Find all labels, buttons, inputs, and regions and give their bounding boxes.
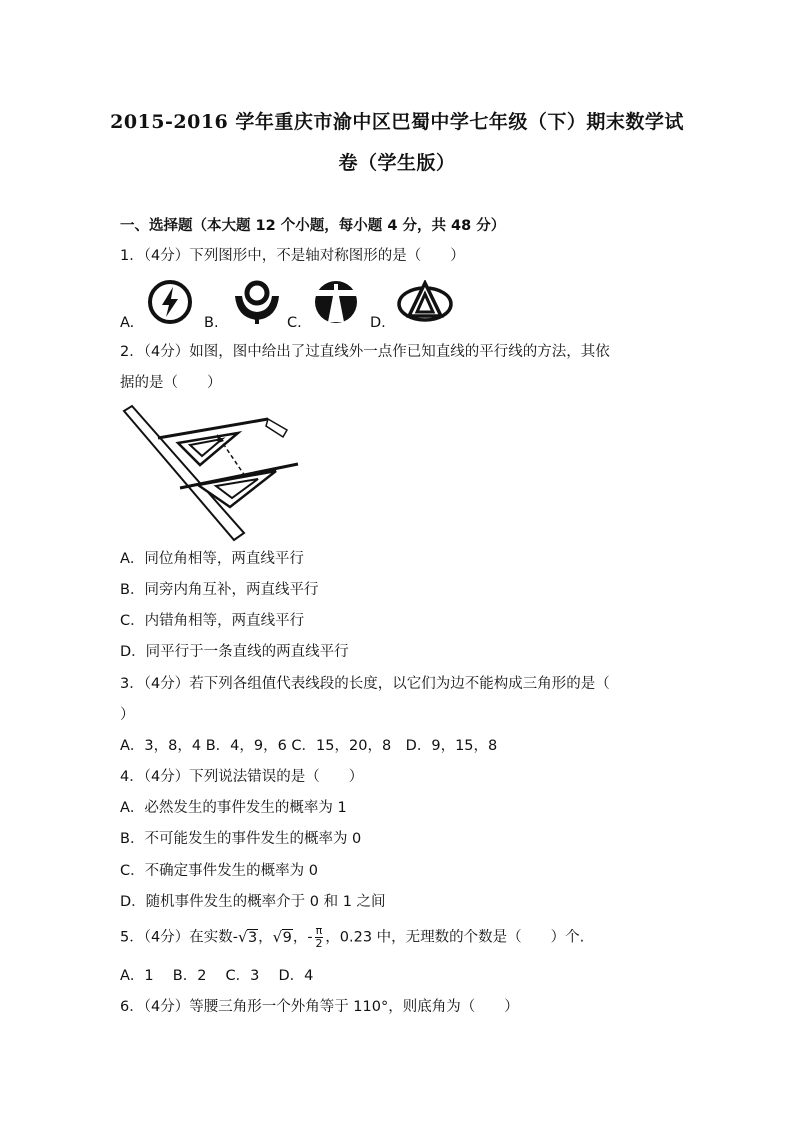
q2-option-b: B．同旁内角互补，两直线平行 [120,582,319,598]
q5-sep2: ，- [292,929,313,946]
triangle-ellipse-icon [396,280,454,328]
q1-stem: 1．（4分）下列图形中，不是轴对称图形的是（ ） [120,248,465,264]
q2-option-a: A．同位角相等，两直线平行 [120,551,304,567]
q6-stem: 6．（4分）等腰三角形一个外角等于 110°，则底角为（ ） [120,999,519,1015]
q5-sep: ， [258,929,273,946]
q1-option-b-label: B. [204,315,219,331]
q3-stem-line1: 3．（4分）若下列各组值代表线段的长度，以它们为边不能构成三角形的是（ [120,676,610,692]
q5-sqrt-3: √ 3 [237,927,258,946]
exam-title-line1: 2015-2016 学年重庆市渝中区巴蜀中学七年级（下）期末数学试 [110,111,684,133]
q5-stem [120,925,584,950]
road-circle-icon [312,278,360,330]
exam-title-line2: 卷（学生版） [338,152,456,174]
q1-option-d-label: D. [370,315,386,331]
q2-stem-line1: 2．（4分）如图，图中给出了过直线外一点作已知直线的平行线的方法，其依 [120,344,610,360]
q3-options: A．3，8，4 B．4，9，6 C．15，20，8 D．9，15，8 [120,738,498,754]
q5-options: A．1 B．2 C．3 D．4 [120,968,314,984]
q5-neg-sign: - [232,929,238,946]
q2-option-d: D．同平行于一条直线的两直线平行 [120,644,349,660]
parallel-line-construction-figure [120,403,310,547]
q2-option-c: C．内错角相等，两直线平行 [120,613,305,629]
q4-option-c: C．不确定事件发生的概率为 0 [120,863,318,879]
q3-stem-line2: ） [120,707,135,723]
q5-prefix: 5．（4分）在实数 [120,929,233,946]
q4-option-a: A．必然发生的事件发生的概率为 1 [120,800,347,816]
q4-option-d: D．随机事件发生的概率介于 0 和 1 之间 [120,894,386,910]
ring-emblem-icon [230,276,284,330]
lightning-circle-icon [146,278,194,330]
q4-option-b: B．不可能发生的事件发生的概率为 0 [120,831,362,847]
section-heading: 一、选择题（本大题 12 个小题，每小题 4 分，共 48 分） [120,218,506,234]
q1-option-a-label: A. [120,315,135,331]
q1-option-c-label: C. [287,315,302,331]
q5-sqrt-9: √ 9 [272,927,292,946]
q4-stem: 4．（4分）下列说法错误的是（ ） [120,769,364,785]
q5-fraction-pi-over-2: $\frac{\pi}{2}$ [315,924,323,950]
q2-stem-line2: 据的是（ ） [120,375,222,391]
q5-suffix: ，0.23 中，无理数的个数是（ ）个. [325,929,585,946]
